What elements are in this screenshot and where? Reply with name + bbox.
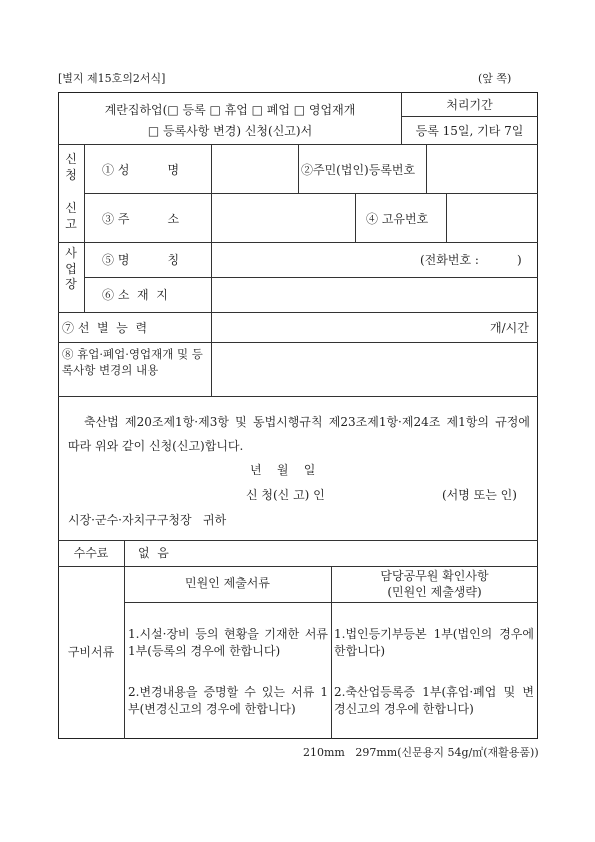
business-name-label: ⑤ 명 칭 <box>102 253 180 267</box>
addressee: 시장·군수·자치구구청장 귀하 <box>68 513 227 527</box>
business-section-label: 사 업 장 <box>65 246 77 292</box>
page-side-label: (앞 쪽) <box>478 72 512 85</box>
official-check-item: 2.축산업등록증 1부(휴업·폐업 및 변경신고의 경우에 한합니다) <box>334 685 534 717</box>
processing-period-value: 등록 15일, 기타 7일 <box>415 124 524 138</box>
official-check-item: 1.법인등기부등본 1부(법인의 경우에 한합니다) <box>334 627 534 659</box>
applicant-section-bottom: 신 고 <box>65 201 77 231</box>
capacity-label: ⑦ 선 별 능 력 <box>62 321 148 335</box>
civil-document-item: 2.변경내용을 증명할 수 있는 서류 1부(변경신고의 경우에 한합니다) <box>128 685 328 717</box>
capacity-unit: 개/시간 <box>490 321 529 335</box>
documents-label: 구비서류 <box>67 645 115 659</box>
change-content-label: ⑧ 휴업·폐업·영업재개 및 등록사항 변경의 내용 <box>62 347 203 378</box>
processing-period-label: 처리기간 <box>446 98 493 112</box>
form-title-line2: □ 등록사항 변경) 신청(신고)서 <box>147 124 313 138</box>
civil-document-item: 1.시설·장비 등의 현황을 기재한 서류 1부(등록의 경우에 한합니다) <box>128 627 328 659</box>
fee-label: 수수료 <box>73 546 109 560</box>
paper-spec-footer: 210mm 297mm(신문용지 54g/㎡(재활용품)) <box>303 746 539 759</box>
civil-documents-header: 민원인 제출서류 <box>185 576 270 590</box>
address-label: ③ 주 소 <box>102 212 180 226</box>
form-reference: [별지 제15호의2서식] <box>58 72 166 85</box>
phone-number-label: (전화번호 : ) <box>420 253 522 267</box>
statement-date: 년 월 일 <box>250 463 316 477</box>
unique-number-label: ④ 고유번호 <box>366 212 429 226</box>
official-check-header-line1: 담당공무원 확인사항 <box>380 569 489 583</box>
name-label: ① 성 명 <box>102 163 180 177</box>
official-check-header-line2: (민원인 제출생략) <box>387 585 482 599</box>
signer-label: 신 청(신 고) 인 <box>246 488 325 502</box>
applicant-section-top: 신 청 <box>65 152 77 182</box>
form-title-line1: 계란집하업(□ 등록 □ 휴업 □ 폐업 □ 영업재개 <box>104 103 356 117</box>
registration-number-label: ②주민(법인)등록번호 <box>301 163 416 177</box>
location-label: ⑥ 소 재 지 <box>102 288 168 302</box>
fee-value: 없 음 <box>138 546 169 560</box>
signature-note: (서명 또는 인) <box>442 488 517 502</box>
statement-body: 축산법 제20조제1항·제3항 및 동법시행규칙 제23조제1항·제24조 제1항의 규정에 따라 위와 같이 신청(신고)합니다. <box>68 415 530 453</box>
